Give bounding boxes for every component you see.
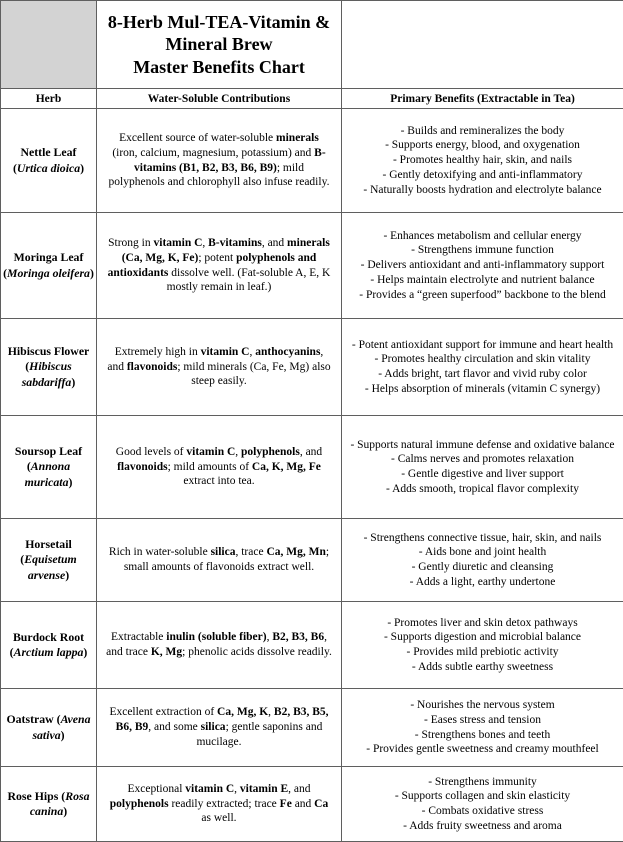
benefit-line: - Strengthens connective tissue, hair, skin, and nails xyxy=(345,531,620,546)
herb-latin-name: Moringa oleifera xyxy=(7,266,90,280)
herb-name-cell: Horsetail (Equisetum arvense) xyxy=(1,519,97,602)
benefit-line: - Promotes healthy hair, skin, and nails xyxy=(345,153,620,168)
benefits-cell xyxy=(342,519,623,602)
benefit-line: - Eases stress and tension xyxy=(345,713,620,728)
benefit-line: - Naturally boosts hydration and electrolyte balance xyxy=(345,183,620,198)
herb-name-cell: Oatstraw (Avena sativa) xyxy=(1,689,97,767)
contribution-text: Exceptional xyxy=(127,783,185,795)
herb-latin-name: Avena sativa xyxy=(32,712,90,741)
benefit-line: - Adds fruity sweetness and aroma xyxy=(345,819,620,834)
herb-latin-name: Annona muricata xyxy=(25,459,71,488)
contribution-text: Excellent source of water-soluble xyxy=(119,132,276,144)
benefit-line: - Strengthens bones and teeth xyxy=(345,728,620,743)
contribution-highlight: B2, B3, B5, B6, B9 xyxy=(116,706,329,733)
contribution-text: Strong in xyxy=(108,237,153,249)
contribution-highlight: Ca, Mg, Mn xyxy=(266,546,325,558)
herb-row xyxy=(1,519,623,602)
contribution-text: ; mild polyphenols and chlorophyll also infuse readily. xyxy=(109,162,330,189)
herb-name-cell: Burdock Root (Arctium lappa) xyxy=(1,602,97,689)
contribution-text: Rich in water-soluble xyxy=(109,546,211,558)
contributions-cell xyxy=(97,602,342,689)
herb-common-name: Burdock Root xyxy=(13,630,84,644)
contributions-cell xyxy=(97,519,342,602)
contribution-highlight: silica xyxy=(201,721,226,733)
benefit-line: - Gently diuretic and cleansing xyxy=(345,560,620,575)
contributions-cell xyxy=(97,319,342,416)
contribution-text: Excellent extraction of xyxy=(109,706,217,718)
contribution-highlight: vitamin C xyxy=(186,446,235,458)
contribution-text: , xyxy=(234,783,240,795)
herb-row xyxy=(1,109,623,213)
contribution-text: ; small amounts of flavonoids extract well. xyxy=(124,546,329,573)
benefit-line: - Gentle digestive and liver support xyxy=(345,467,620,482)
benefit-line: - Strengthens immunity xyxy=(345,775,620,790)
contribution-text: , and some xyxy=(148,721,200,733)
benefit-line: - Builds and remineralizes the body xyxy=(345,124,620,139)
contribution-highlight: minerals (Ca, Mg, K, Fe) xyxy=(122,237,330,264)
herb-name-cell: Soursop Leaf (Annona muricata) xyxy=(1,416,97,519)
contribution-highlight: Ca, Mg, K xyxy=(217,706,268,718)
herb-common-name: Horsetail xyxy=(25,537,72,551)
herb-row xyxy=(1,213,623,319)
contribution-text: ; mild minerals (Ca, Fe, Mg) also steep easily. xyxy=(177,361,330,388)
contributions-cell xyxy=(97,213,342,319)
contribution-highlight: vitamin C xyxy=(185,783,234,795)
contribution-text: readily extracted; trace xyxy=(169,798,280,810)
herb-latin-name: Urtica dioica xyxy=(17,161,80,175)
benefit-line: - Helps maintain electrolyte and nutrient balance xyxy=(345,273,620,288)
herb-name-cell: Hibiscus Flower (Hibiscus sabdariffa) xyxy=(1,319,97,416)
herb-name-cell: Moringa Leaf (Moringa oleifera) xyxy=(1,213,97,319)
benefit-line: - Provides gentle sweetness and creamy mouthfeel xyxy=(345,742,620,757)
column-header-herb: Herb xyxy=(1,89,97,109)
herb-name-cell: Nettle Leaf (Urtica dioica) xyxy=(1,109,97,213)
contributions-cell xyxy=(97,767,342,842)
contribution-text: ; potent xyxy=(198,252,236,264)
contribution-highlight: B-vitamins (B1, B2, B3, B6, B9) xyxy=(134,147,326,174)
benefit-line: - Enhances metabolism and cellular energy xyxy=(345,229,620,244)
table-title-cell xyxy=(97,1,342,89)
contributions-cell xyxy=(97,416,342,519)
contribution-text: , trace xyxy=(235,546,266,558)
title-line: Master Benefits Chart xyxy=(133,57,305,77)
benefit-line: - Helps absorption of minerals (vitamin C synergy) xyxy=(345,382,620,397)
benefit-line: - Provides a “green superfood” backbone to the blend xyxy=(345,288,620,303)
benefits-cell xyxy=(342,689,623,767)
column-header-contributions: Water-Soluble Contributions xyxy=(97,89,342,109)
benefit-line: - Supports energy, blood, and oxygenation xyxy=(345,138,620,153)
herb-name-cell: Rose Hips (Rosa canina) xyxy=(1,767,97,842)
benefits-cell xyxy=(342,767,623,842)
benefit-line: - Combats oxidative stress xyxy=(345,804,620,819)
contribution-text: as well. xyxy=(201,812,236,824)
contribution-text: Extremely high in xyxy=(115,346,201,358)
herb-row xyxy=(1,689,623,767)
benefit-line: - Supports collagen and skin elasticity xyxy=(345,789,620,804)
contribution-text: , xyxy=(268,706,274,718)
contribution-text: , and xyxy=(300,446,322,458)
herb-common-name: Oatstraw xyxy=(6,712,53,726)
contribution-text: ; gentle saponins and mucilage. xyxy=(196,721,322,748)
benefits-cell xyxy=(342,416,623,519)
contribution-highlight: polyphenols and antioxidants xyxy=(108,252,317,279)
benefit-line: - Adds smooth, tropical flavor complexity xyxy=(345,482,620,497)
benefits-cell xyxy=(342,602,623,689)
contribution-text: , and xyxy=(107,346,323,373)
corner-cell xyxy=(1,1,97,89)
benefit-line: - Gently detoxifying and anti-inflammatory xyxy=(345,168,620,183)
table-body xyxy=(1,109,623,842)
contribution-text: , xyxy=(249,346,255,358)
contribution-text: Extractable xyxy=(111,631,166,643)
contribution-highlight: polyphenols xyxy=(241,446,300,458)
contribution-text: and xyxy=(292,798,314,810)
benefit-line: - Adds subtle earthy sweetness xyxy=(345,660,620,675)
contribution-text: , and xyxy=(288,783,310,795)
herb-latin-name: Arctium lappa xyxy=(14,645,84,659)
benefit-line: - Adds bright, tart flavor and vivid ruby color xyxy=(345,367,620,382)
herb-common-name: Moringa Leaf xyxy=(14,250,84,264)
table-title xyxy=(103,11,335,79)
title-line: 8-Herb Mul-TEA-Vitamin & xyxy=(108,12,330,32)
contribution-text: ; mild amounts of xyxy=(168,461,252,473)
contribution-highlight: anthocyanins xyxy=(255,346,320,358)
contribution-highlight: vitamin C xyxy=(201,346,250,358)
herb-row xyxy=(1,767,623,842)
contribution-highlight: vitamin C xyxy=(154,237,203,249)
benefits-cell xyxy=(342,109,623,213)
benefit-line: - Promotes healthy circulation and skin vitality xyxy=(345,352,620,367)
benefit-line: - Delivers antioxidant and anti-inflammatory support xyxy=(345,258,620,273)
herb-row xyxy=(1,602,623,689)
benefit-line: - Nourishes the nervous system xyxy=(345,698,620,713)
contribution-highlight: Ca xyxy=(314,798,328,810)
herb-latin-name: Equisetum arvense xyxy=(24,552,76,581)
contribution-highlight: flavonoids xyxy=(117,461,168,473)
benefit-line: - Promotes liver and skin detox pathways xyxy=(345,616,620,631)
contribution-highlight: B2, B3, B6 xyxy=(272,631,324,643)
herb-common-name: Nettle Leaf xyxy=(20,145,76,159)
benefit-line: - Provides mild prebiotic activity xyxy=(345,645,620,660)
benefit-line: - Supports natural immune defense and oxidative balance xyxy=(345,438,620,453)
title-line: Mineral Brew xyxy=(165,34,272,54)
contribution-highlight: flavonoids xyxy=(127,361,178,373)
benefit-line: - Strengthens immune function xyxy=(345,243,620,258)
contributions-cell xyxy=(97,109,342,213)
table-header-section xyxy=(1,1,623,109)
contribution-text: extract into tea. xyxy=(183,475,254,487)
contribution-text: , and xyxy=(262,237,287,249)
herb-latin-name: Hibiscus sabdariffa xyxy=(22,359,72,388)
title-spacer-cell xyxy=(342,1,623,89)
contribution-highlight: B-vitamins xyxy=(208,237,262,249)
benefit-line: - Adds a light, earthy undertone xyxy=(345,575,620,590)
herb-row xyxy=(1,319,623,416)
contribution-text: , xyxy=(235,446,241,458)
contribution-highlight: inulin (soluble fiber) xyxy=(166,631,266,643)
benefit-line: - Calms nerves and promotes relaxation xyxy=(345,452,620,467)
contribution-text: , xyxy=(267,631,273,643)
contribution-highlight: K, Mg xyxy=(151,646,182,658)
contribution-text: (iron, calcium, magnesium, potassium) and xyxy=(112,147,314,159)
herb-common-name: Hibiscus Flower xyxy=(8,344,90,358)
herb-latin-name: Rosa canina xyxy=(30,789,90,818)
benefit-line: - Potent antioxidant support for immune and heart health xyxy=(345,338,620,353)
contribution-highlight: minerals xyxy=(276,132,319,144)
contribution-highlight: silica xyxy=(211,546,236,558)
herb-row xyxy=(1,416,623,519)
benefit-line: - Supports digestion and microbial balance xyxy=(345,630,620,645)
column-header-row xyxy=(1,89,623,109)
contribution-highlight: Ca, K, Mg, Fe xyxy=(252,461,321,473)
contribution-highlight: vitamin E xyxy=(240,783,288,795)
contribution-text: , and trace xyxy=(106,631,327,658)
column-header-benefits: Primary Benefits (Extractable in Tea) xyxy=(342,89,623,109)
contribution-text: ; phenolic acids dissolve readily. xyxy=(182,646,332,658)
herb-common-name: Soursop Leaf xyxy=(15,444,82,458)
herb-common-name: Rose Hips xyxy=(8,789,59,803)
contributions-cell xyxy=(97,689,342,767)
contribution-text: , xyxy=(202,237,208,249)
title-row xyxy=(1,1,623,89)
contribution-text: dissolve well. (Fat-soluble A, E, K mostly remain in leaf.) xyxy=(167,267,331,294)
contribution-highlight: polyphenols xyxy=(110,798,169,810)
benefits-cell xyxy=(342,319,623,416)
contribution-text: Good levels of xyxy=(116,446,187,458)
contribution-highlight: Fe xyxy=(280,798,292,810)
benefit-line: - Aids bone and joint health xyxy=(345,545,620,560)
benefits-cell xyxy=(342,213,623,319)
